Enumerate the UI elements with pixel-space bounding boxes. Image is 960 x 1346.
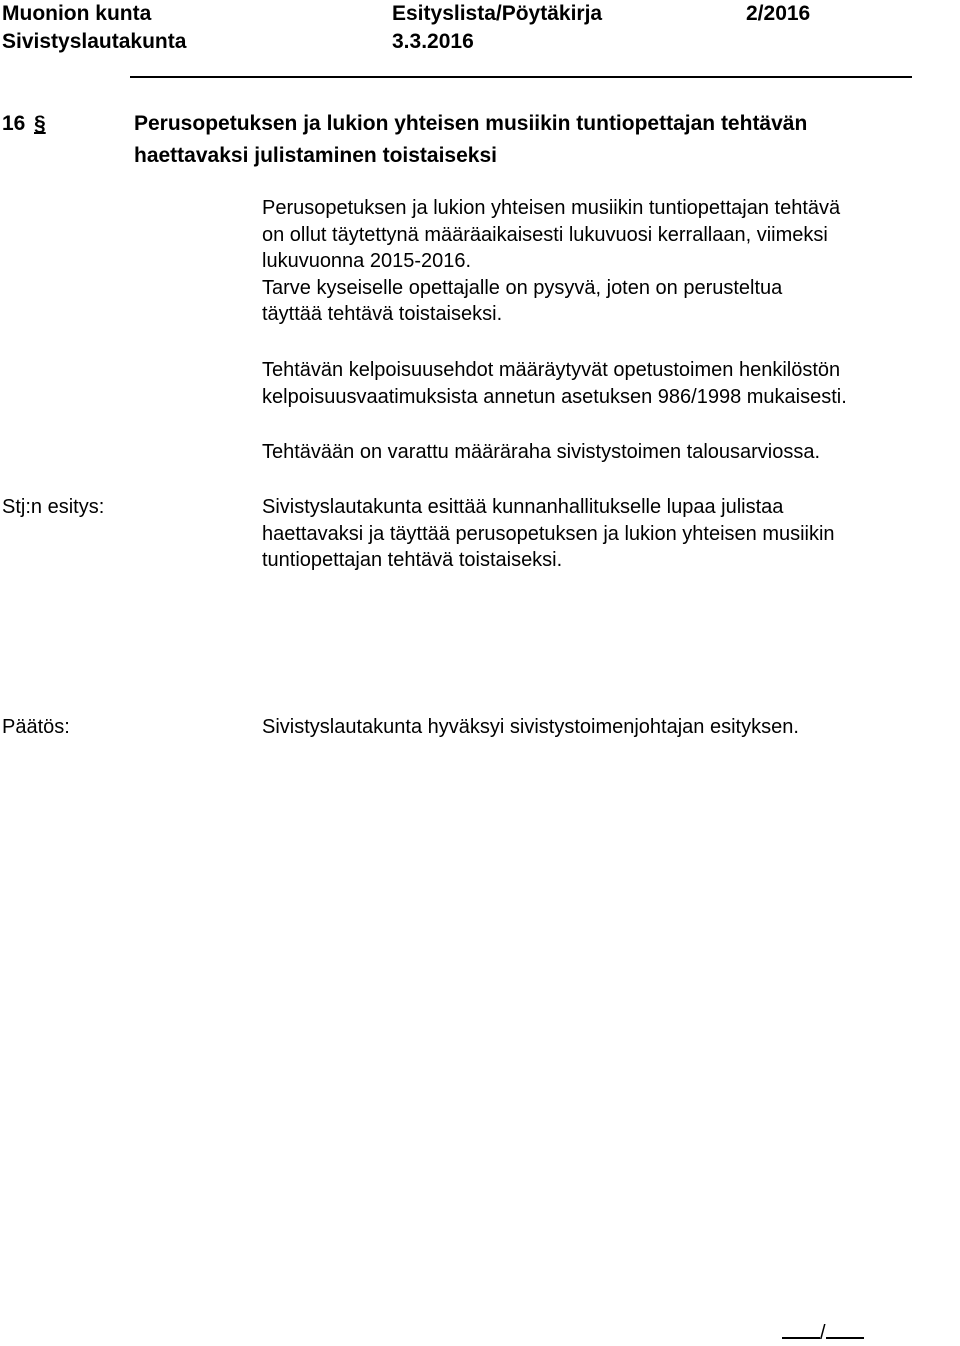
body-paragraph-3: Tehtävään on varattu määräraha sivistystoimen talousarviossa. — [262, 441, 821, 463]
initials-separator: / — [820, 1322, 826, 1344]
document-type: Esityslista/Pöytäkirja — [392, 2, 603, 25]
section-symbol: § — [34, 112, 46, 135]
body-paragraph-2: Tehtävän kelpoisuusehdot määräytyvät opetustoimen henkilöstön kelpoisuusvaatimuksista annetun asetuksen 986/1998 mukaisesti. — [262, 359, 847, 408]
body-paragraph-1: Perusopetuksen ja lukion yhteisen musiikin tuntiopettajan tehtävä on ollut täytettynä määräaikaisesti lukuvuosi kerrallaan, viimeksi lukuvuonna 2015-2016. Tarve kyseiselle opettajalle on pysyvä, joten on perusteltua täyttää tehtävä toistaiseksi. — [262, 197, 841, 325]
page-number: 2/2016 — [746, 2, 811, 25]
header-divider — [130, 76, 912, 78]
section-title: Perusopetuksen ja lukion yhteisen musiikin tuntiopettajan tehtävän haettavaksi julistaminen toistaiseksi — [134, 112, 808, 167]
section-number: 16 — [2, 112, 26, 135]
initials-blank-left — [782, 1318, 820, 1339]
committee-name: Sivistyslautakunta — [2, 30, 187, 53]
decision-text: Sivistyslautakunta hyväksyi sivistystoimenjohtajan esityksen. — [262, 716, 799, 738]
municipality-name: Muonion kunta — [2, 2, 152, 25]
proposal-text: Sivistyslautakunta esittää kunnanhallitukselle lupaa julistaa haettavaksi ja täyttää perusopetuksen ja lukion yhteisen musiikin tuntiopettajan tehtävä toistaiseksi. — [262, 496, 835, 571]
initials-line — [782, 1318, 864, 1346]
proposal-label: Stj:n esitys: — [2, 496, 105, 518]
meeting-date: 3.3.2016 — [392, 30, 474, 53]
decision-label: Päätös: — [2, 716, 70, 738]
initials-blank-right — [826, 1318, 864, 1339]
